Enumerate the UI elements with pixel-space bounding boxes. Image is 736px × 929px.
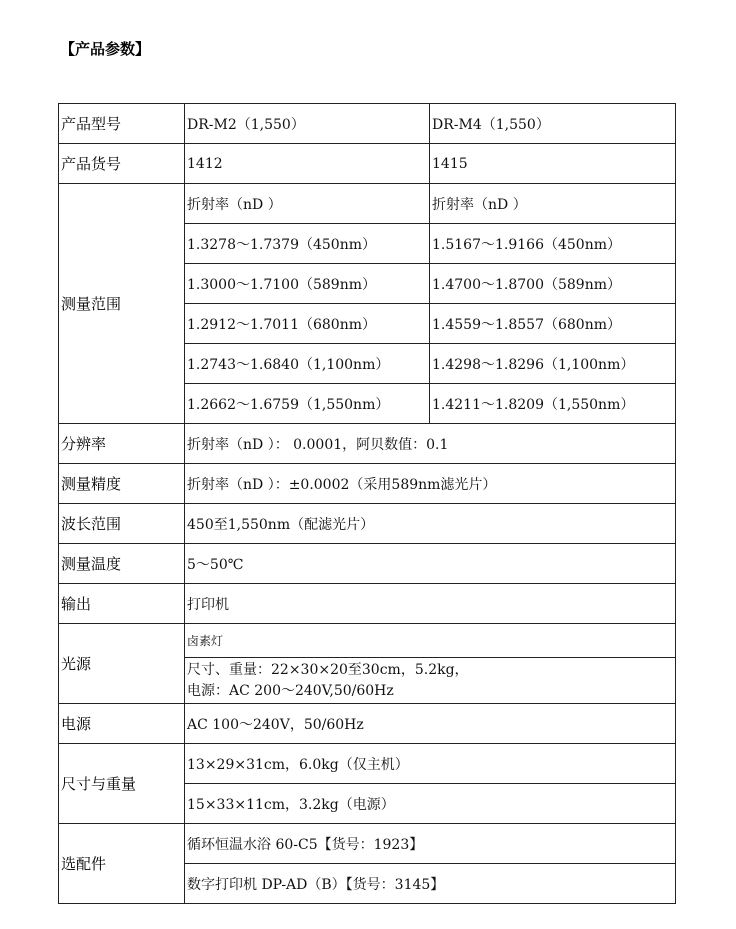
table-row-wavelength [59,504,676,544]
table-row-options [59,824,676,864]
table-row-temperature [59,544,676,584]
label-temperature: 测量温度 [59,544,185,584]
light-source-power: 电源：AC 200～240V,50/60Hz [187,682,394,699]
table-row-output [59,584,676,624]
dimensions-main: 13×29×31cm，6.0kg（仅主机） [185,744,676,784]
light-source-size: 尺寸、重量：22×30×20至30cm，5.2kg， [187,661,469,678]
range-m2: 1.2912～1.7011（680nm） [185,304,430,344]
option-item: 数字打印机 DP-AD（B）【货号：3145】 [185,864,676,904]
range-m4: 1.4211～1.8209（1,550nm） [430,384,676,424]
label-dimensions: 尺寸与重量 [59,744,185,824]
label-range: 测量范围 [59,184,185,424]
model-m2: DR-M2（1,550） [185,104,430,144]
range-m4: 1.4298～1.8296（1,100nm） [430,344,676,384]
table-row-power [59,704,676,744]
section-heading: 【产品参数】 [60,40,151,58]
power-value: AC 100～240V，50/60Hz [185,704,676,744]
option-item: 循环恒温水浴 60-C5【货号：1923】 [185,824,676,864]
accuracy-value: 折射率（nD ）：±0.0002（采用589nm滤光片） [185,464,676,504]
output-value: 打印机 [185,584,676,624]
light-source-specs [185,658,676,704]
range-m2: 1.2743～1.6840（1,100nm） [185,344,430,384]
range-m2: 折射率（nD ） [185,184,430,224]
dimensions-psu: 15×33×11cm，3.2kg（电源） [185,784,676,824]
label-power: 电源 [59,704,185,744]
product-spec-table [58,103,676,904]
resolution-value: 折射率（nD ）： 0.0001，阿贝数值：0.1 [185,424,676,464]
label-light-source: 光源 [59,624,185,704]
table-row-item-no [59,144,676,184]
range-m4: 折射率（nD ） [430,184,676,224]
range-m2: 1.3000～1.7100（589nm） [185,264,430,304]
table-row-model [59,104,676,144]
table-row-range [59,184,676,224]
label-output: 输出 [59,584,185,624]
range-m2: 1.2662～1.6759（1,550nm） [185,384,430,424]
temperature-value: 5～50℃ [185,544,676,584]
range-m4: 1.4559～1.8557（680nm） [430,304,676,344]
label-item-no: 产品货号 [59,144,185,184]
range-m4: 1.4700～1.8700（589nm） [430,264,676,304]
table-row-accuracy [59,464,676,504]
table-row-light-source [59,624,676,658]
label-options: 选配件 [59,824,185,904]
table-row-dimensions [59,744,676,784]
label-accuracy: 测量精度 [59,464,185,504]
table-row-resolution [59,424,676,464]
label-resolution: 分辨率 [59,424,185,464]
label-wavelength: 波长范围 [59,504,185,544]
wavelength-value: 450至1,550nm（配滤光片） [185,504,676,544]
model-m4: DR-M4（1,550） [430,104,676,144]
item-no-m2: 1412 [185,144,430,184]
label-model: 产品型号 [59,104,185,144]
item-no-m4: 1415 [430,144,676,184]
range-m2: 1.3278～1.7379（450nm） [185,224,430,264]
range-m4: 1.5167～1.9166（450nm） [430,224,676,264]
light-source-type: 卤素灯 [185,624,676,658]
